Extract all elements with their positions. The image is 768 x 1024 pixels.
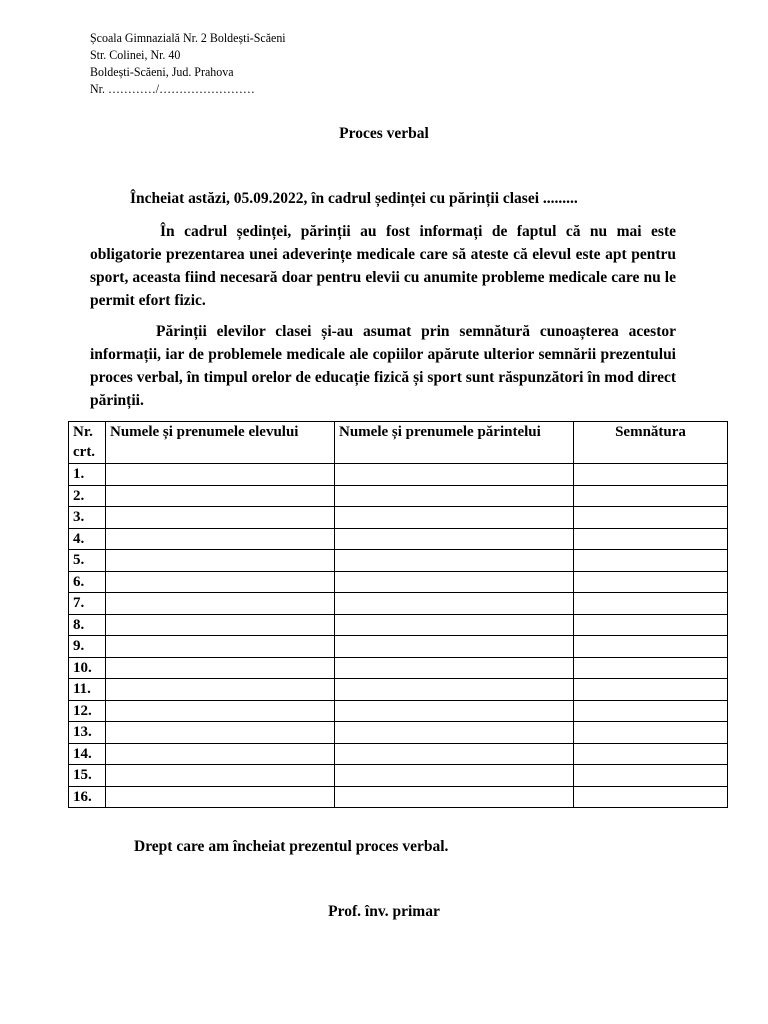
parent-name-cell[interactable] [335,550,574,572]
table-body [69,464,728,808]
student-name-cell[interactable] [106,657,335,679]
parent-name-cell[interactable] [335,722,574,744]
student-name-cell[interactable] [106,593,335,615]
table-row [69,550,728,572]
paragraph-information: În cadrul ședinței, părinții au fost informați de faptul că nu mai este obligatorie prezentarea unei adeverințe medicale care să ateste că elevul este apt pentru sport, aceasta fiind necesară doar pentru elevii cu anumite probleme medicale care nu le permit efort fizic. [90,223,676,309]
student-name-cell[interactable] [106,722,335,744]
parent-name-cell[interactable] [335,528,574,550]
document-title: Proces verbal [339,125,429,142]
parent-name-cell[interactable] [335,593,574,615]
student-name-cell[interactable] [106,614,335,636]
parent-name-cell[interactable] [335,507,574,529]
closing-statement: Drept care am încheiat prezentul proces verbal. [134,838,449,855]
table-row [69,657,728,679]
signature-cell[interactable] [574,743,728,765]
row-number: 16. [69,786,106,808]
teacher-signoff: Prof. înv. primar [328,903,440,920]
row-number: 4. [69,528,106,550]
student-name-cell[interactable] [106,765,335,787]
intro-line: Încheiat astăzi, 05.09.2022, în cadrul ședinței cu părinții clasei ......... [130,190,578,207]
parent-name-cell[interactable] [335,679,574,701]
signature-cell[interactable] [574,786,728,808]
signature-cell[interactable] [574,507,728,529]
row-number: 11. [69,679,106,701]
parent-name-cell[interactable] [335,636,574,658]
parent-name-cell[interactable] [335,657,574,679]
row-number: 15. [69,765,106,787]
student-name-cell[interactable] [106,636,335,658]
student-name-cell[interactable] [106,679,335,701]
table-row [69,464,728,486]
parent-name-cell[interactable] [335,765,574,787]
signature-cell[interactable] [574,485,728,507]
school-street: Str. Colinei, Nr. 40 [90,47,181,62]
table-row [69,593,728,615]
row-number: 3. [69,507,106,529]
student-name-cell[interactable] [106,743,335,765]
school-name: Școala Gimnazială Nr. 2 Boldești-Scăeni [90,30,286,45]
signature-cell[interactable] [574,679,728,701]
parent-name-cell[interactable] [335,743,574,765]
row-number: 6. [69,571,106,593]
student-name-cell[interactable] [106,464,335,486]
row-number: 10. [69,657,106,679]
table-row [69,743,728,765]
table-row [69,700,728,722]
header-nr-crt: Nr. crt. [69,422,106,464]
signature-cell[interactable] [574,528,728,550]
signature-cell[interactable] [574,464,728,486]
signature-table [68,421,728,808]
row-number: 13. [69,722,106,744]
student-name-cell[interactable] [106,550,335,572]
row-number: 5. [69,550,106,572]
student-name-cell[interactable] [106,571,335,593]
parent-name-cell[interactable] [335,700,574,722]
signature-cell[interactable] [574,657,728,679]
signature-cell[interactable] [574,571,728,593]
row-number: 2. [69,485,106,507]
table-row [69,528,728,550]
table-header-row [69,422,728,464]
row-number: 9. [69,636,106,658]
signature-cell[interactable] [574,765,728,787]
table-row [69,722,728,744]
signature-cell[interactable] [574,636,728,658]
table-row [69,679,728,701]
header-signature: Semnătura [574,422,728,464]
signature-cell[interactable] [574,550,728,572]
row-number: 1. [69,464,106,486]
signature-cell[interactable] [574,614,728,636]
registration-number: Nr. …………/…………………… [90,81,255,96]
header-student-name: Numele și prenumele elevului [106,422,335,464]
parent-name-cell[interactable] [335,614,574,636]
parent-name-cell[interactable] [335,786,574,808]
signature-cell[interactable] [574,722,728,744]
row-number: 12. [69,700,106,722]
signature-cell[interactable] [574,593,728,615]
paragraph-responsibility: Părinții elevilor clasei și-au asumat prin semnătură cunoașterea acestor informații, iar de problemele medicale ale copiilor apărute ulterior semnării prezentului proces verbal, în timpul orelor de educație fizică și sport sunt răspunzători în mod direct părinții. [90,323,676,409]
table-row [69,614,728,636]
table-row [69,485,728,507]
row-number: 14. [69,743,106,765]
row-number: 8. [69,614,106,636]
student-name-cell[interactable] [106,507,335,529]
table-row [69,636,728,658]
signature-cell[interactable] [574,700,728,722]
parent-name-cell[interactable] [335,571,574,593]
student-name-cell[interactable] [106,485,335,507]
school-city: Boldești-Scăeni, Jud. Prahova [90,64,234,79]
table-row [69,507,728,529]
student-name-cell[interactable] [106,700,335,722]
parent-name-cell[interactable] [335,464,574,486]
row-number: 7. [69,593,106,615]
student-name-cell[interactable] [106,528,335,550]
table-row [69,571,728,593]
table-row [69,765,728,787]
student-name-cell[interactable] [106,786,335,808]
school-header [90,29,286,97]
parent-name-cell[interactable] [335,485,574,507]
table-row [69,786,728,808]
header-parent-name: Numele și prenumele părintelui [335,422,574,464]
